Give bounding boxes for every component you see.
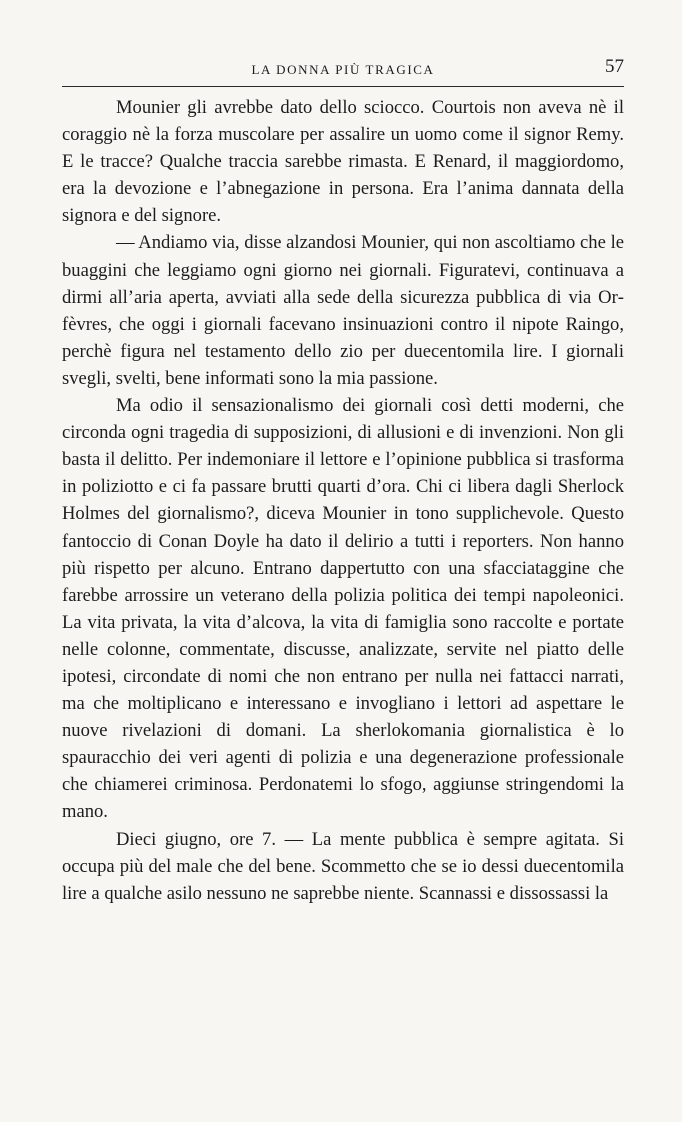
paragraph: — Andiamo via, disse alzandosi Mounier, qui non ascoltiamo che le buaggini che leggiamo ogni giorno nei giornali. Figuratevi, continuava a dirmi all’aria aperta, avviati alla sede della sicurezza pubblica di via Orfèvres, che oggi i giornali facevano insinuazioni contro il nipote Raingo, perchè figura nel testamento dello zio per duecentomila lire. I giornali svegli, svelti, bene informati sono la mia passione. [62, 232, 624, 389]
paragraph: Ma odio il sensazionalismo dei giornali così detti moderni, che circonda ogni tragedia di supposizioni, di allusioni e di invenzioni. Non gli basta il delitto. Per indemoniare il lettore e l’opinione pubblica si trasforma in poliziotto e ci fa passare brutti quarti d’ora. Chi ci libera dagli Sherlock Holmes del giornalismo?, diceva Mounier in tono supplichevole. Questo fantoccio di Conan Doyle ha dato il delirio a tutti i reporters. Non hanno più rispetto per alcuno. Entrano dappertutto con una sfacciataggine che farebbe arrossire un veterano della polizia politica dei tempi napoleonici. La vita privata, la vita d’alcova, la vita di famiglia sono raccolte e portate nelle colonne, commentate, discusse, analizzate, servite nel piatto delle ipotesi, circondate di nomi che non entrano per nulla nei fattacci narrati, ma che moltiplicano e interessano e invogliano i lettori ad aspettare le nuove rivelazioni di domani. La sherlokomania giornalistica è lo spauracchio dei veri agenti di polizia e una degenerazione professionale che chiamerei criminosa. Perdonatemi lo sfogo, aggiunse stringendomi la mano. [62, 395, 624, 823]
header-rule [62, 86, 624, 87]
paragraph: Mounier gli avrebbe dato dello sciocco. Courtois non aveva nè il coraggio nè la forza muscolare per assalire un uomo come il signor Remy. E le tracce? Qualche traccia sarebbe rimasta. E Renard, il maggiordomo, era la devozione e l’abnegazione in persona. Era l’anima dannata della signora e del signore. [62, 97, 624, 227]
page-header [62, 52, 624, 80]
paragraph: Dieci giugno, ore 7. — La mente pubblica è sempre agitata. Si occupa più del male che del bene. Scommetto che se io dessi duecentomila lire a qualche asilo nessuno ne saprebbe niente. Scannassi e dissossassi la [62, 828, 624, 904]
page-number: 57 [605, 56, 624, 77]
running-title: LA DONNA PIÙ TRAGICA [251, 62, 435, 77]
body-text [62, 94, 624, 907]
